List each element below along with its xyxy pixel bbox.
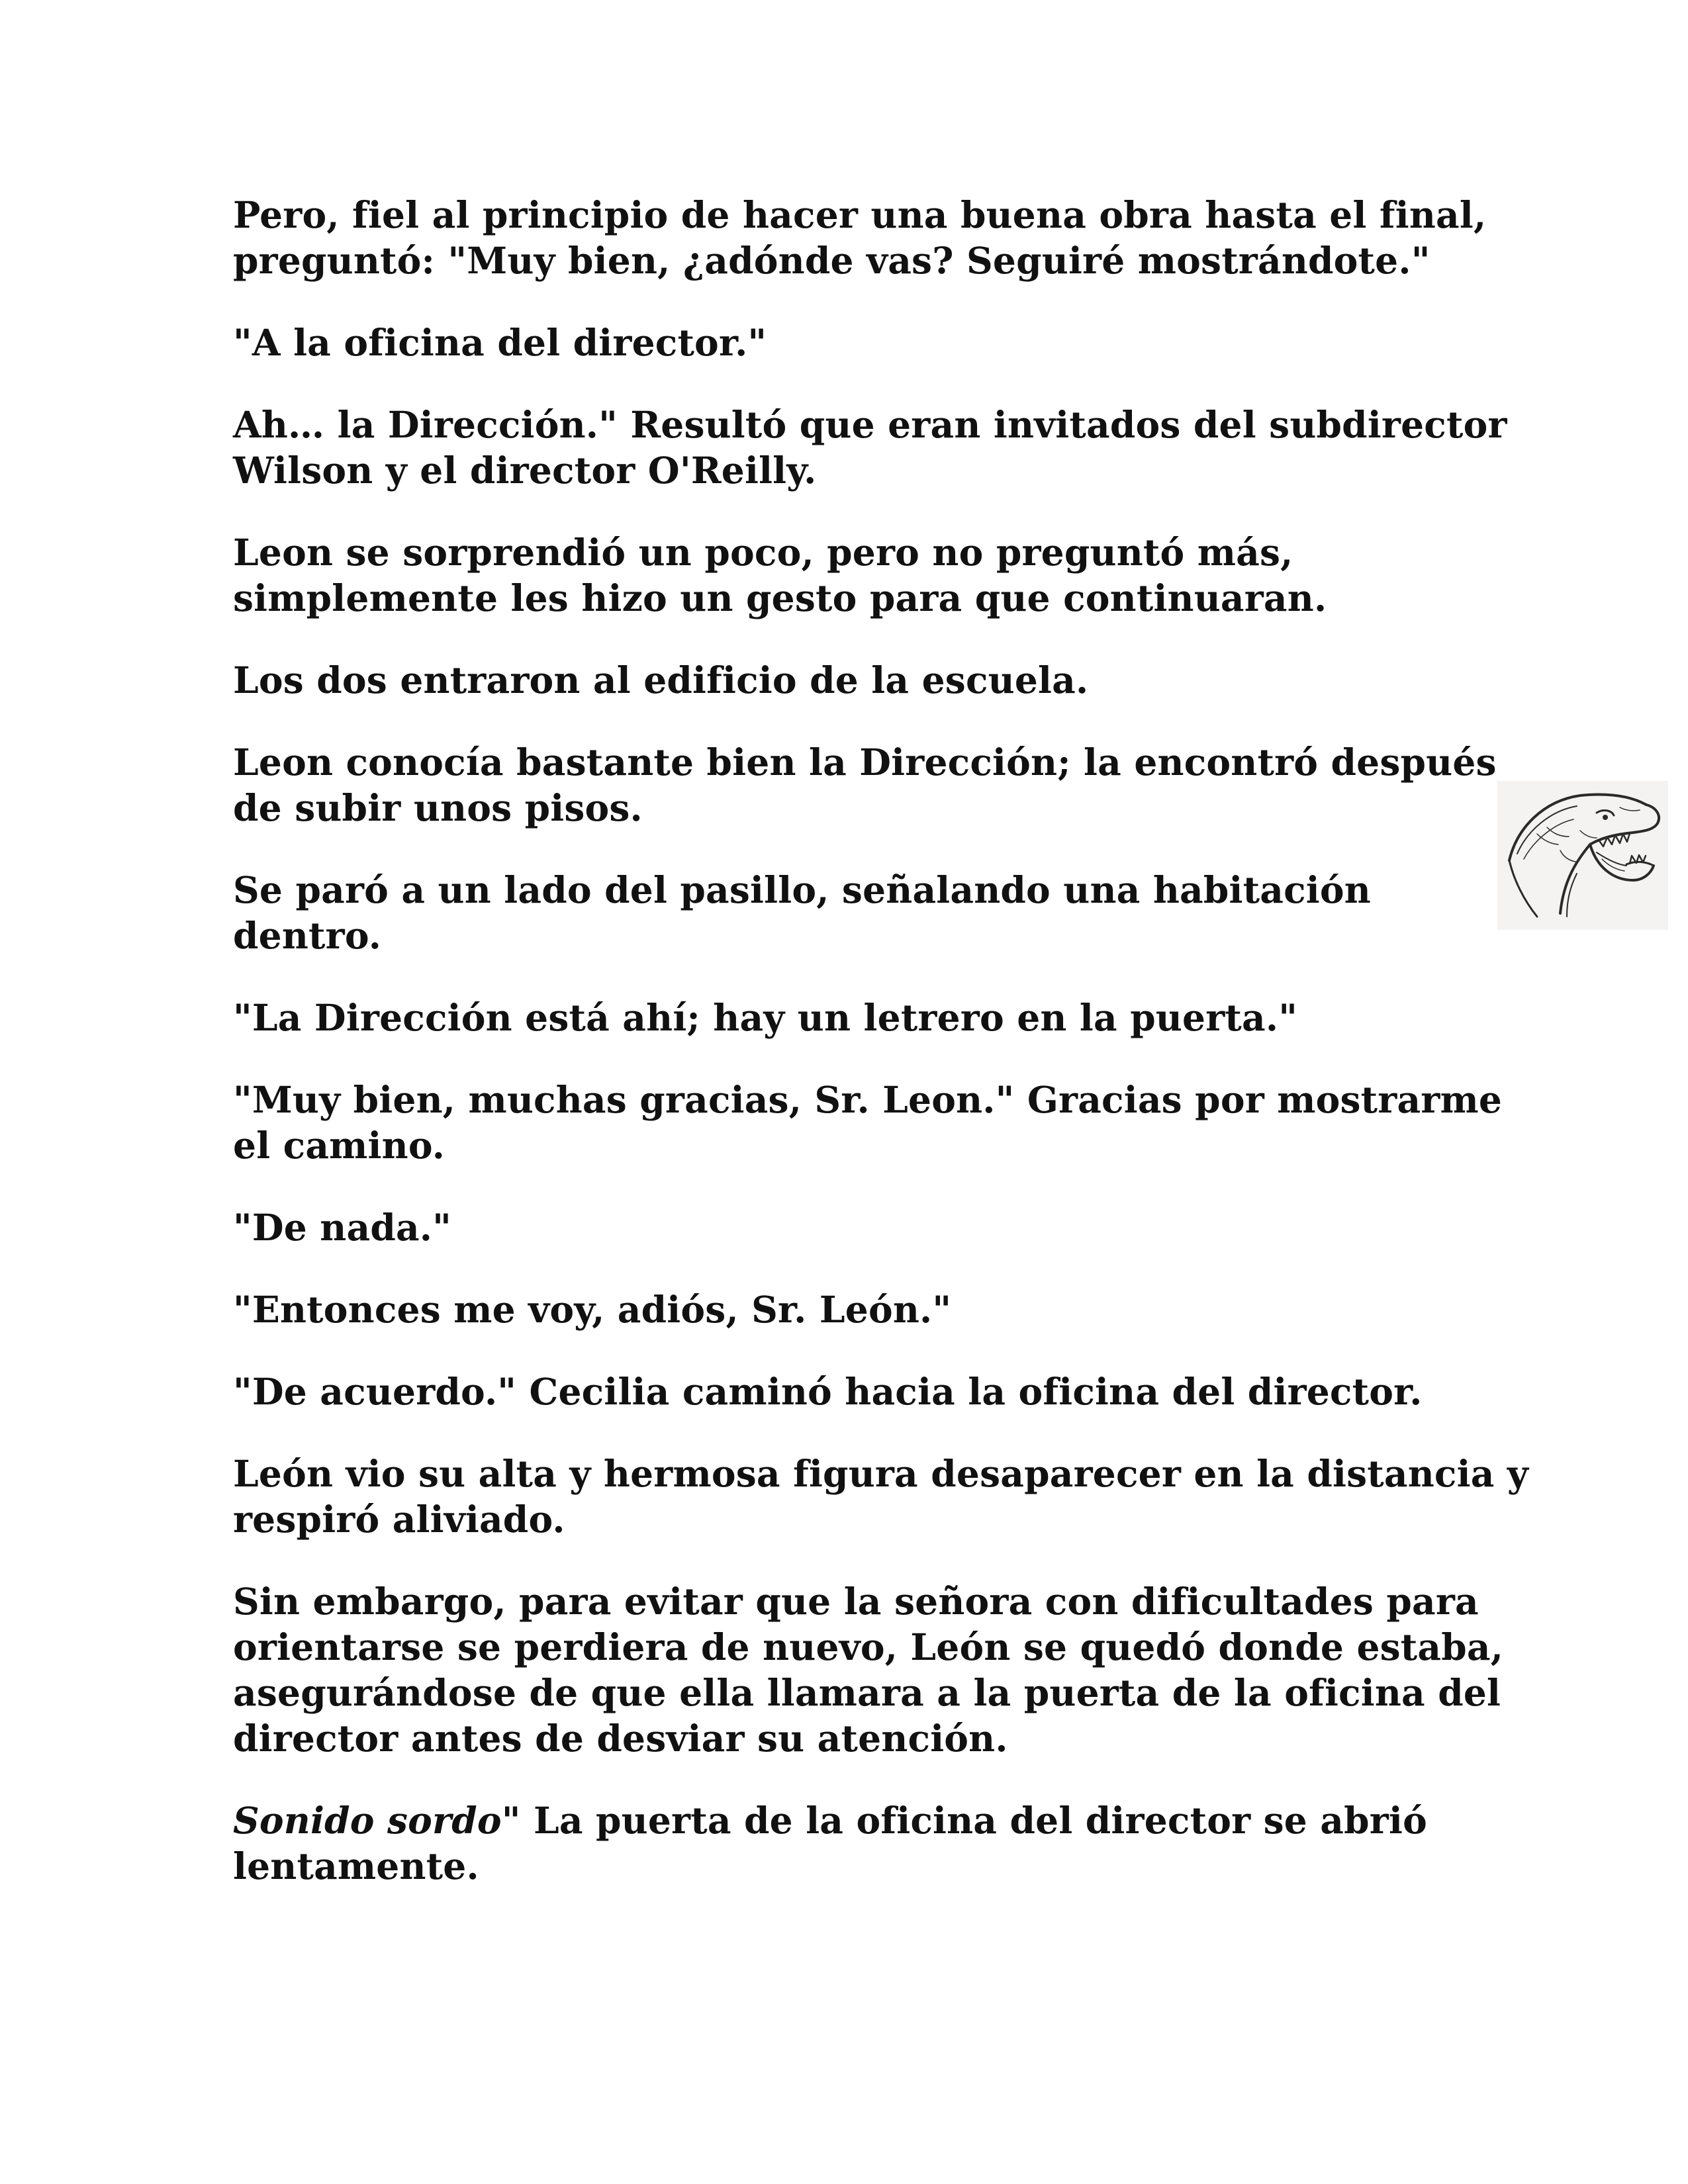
text-line	[233, 1797, 1491, 1843]
text-line: asegurándose de que ella llamara a la puerta de la oficina del	[233, 1671, 1501, 1714]
paragraph	[233, 657, 1491, 703]
paragraph	[233, 867, 1491, 958]
text-line: "Muy bien, muchas gracias, Sr. Leon." Gracias por mostrarme	[233, 1078, 1503, 1121]
text-line: el camino.	[233, 1124, 445, 1167]
paragraph	[233, 1451, 1529, 1542]
document-body	[233, 192, 1529, 1925]
text-line: "La Dirección está ahí; hay un letrero en la puerta."	[233, 996, 1298, 1039]
text-line: de subir unos pisos.	[233, 786, 643, 829]
paragraph	[233, 1578, 1504, 1761]
paragraph	[233, 402, 1507, 493]
text-line: dentro.	[233, 914, 382, 957]
paragraph	[233, 529, 1491, 621]
text-line: "A la oficina del director."	[233, 321, 767, 364]
dinosaur-head-sketch-icon	[1497, 781, 1668, 930]
text-fragment: La puerta de la oficina del director se abrió	[520, 1799, 1427, 1842]
text-line: Sin embargo, para evitar que la señora con dificultades para	[233, 1580, 1479, 1623]
text-line: Se paró a un lado del pasillo, señalando una habitación	[233, 868, 1371, 911]
italic-sound-effect: Sonido sordo"	[233, 1799, 521, 1842]
final-paragraph	[233, 1797, 1491, 1889]
text-line: Los dos entraron al edificio de la escuela.	[233, 659, 1089, 702]
text-line: lentamente.	[233, 1844, 479, 1888]
paragraph	[233, 320, 1491, 365]
paragraph	[233, 1287, 1491, 1332]
text-line: director antes de desviar su atención.	[233, 1717, 1008, 1760]
text-line: "Entonces me voy, adiós, Sr. León."	[233, 1288, 952, 1331]
text-line: Leon se sorprendió un poco, pero no preguntó más,	[233, 531, 1293, 574]
paragraph	[233, 1077, 1503, 1168]
text-line: León vio su alta y hermosa figura desaparecer en la distancia y	[233, 1452, 1529, 1495]
text-line: simplemente les hizo un gesto para que continuaran.	[233, 576, 1327, 619]
paragraph	[233, 192, 1491, 283]
text-line: Ah… la Dirección." Resultó que eran invitados del subdirector	[233, 403, 1507, 446]
text-line: "De nada."	[233, 1206, 452, 1249]
text-line: preguntó: "Muy bien, ¿adónde vas? Seguiré mostrándote."	[233, 239, 1430, 282]
paragraph	[233, 1205, 1491, 1250]
paragraph	[233, 995, 1491, 1040]
text-line: Wilson y el director O'Reilly.	[233, 449, 817, 492]
text-line: orientarse se perdiera de nuevo, León se quedó donde estaba,	[233, 1625, 1504, 1668]
text-line: "De acuerdo." Cecilia caminó hacia la oficina del director.	[233, 1370, 1423, 1413]
text-line: Pero, fiel al principio de hacer una buena obra hasta el final,	[233, 193, 1487, 236]
paragraph	[233, 1369, 1491, 1414]
text-line: Leon conocía bastante bien la Dirección; la encontró después	[233, 741, 1497, 784]
text-line: respiró aliviado.	[233, 1498, 565, 1541]
paragraph	[233, 739, 1497, 831]
